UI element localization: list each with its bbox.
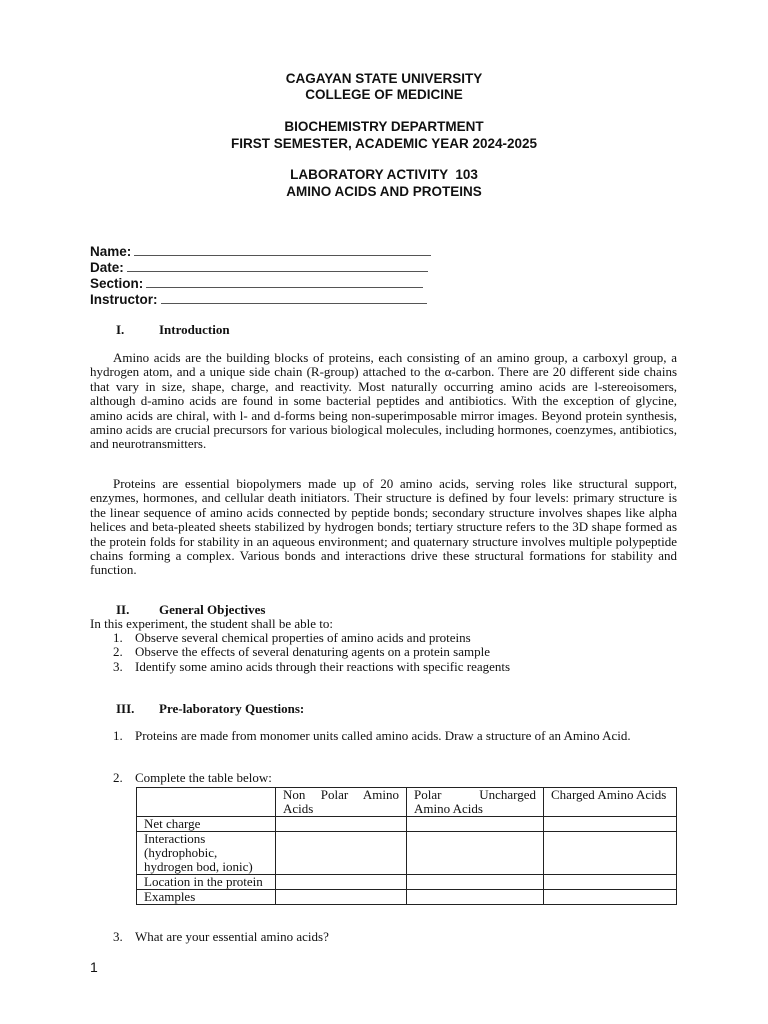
objectives-lead: In this experiment, the student shall be able to: (90, 616, 333, 631)
question-3 (113, 930, 329, 944)
question-2 (113, 771, 272, 785)
question-1-text: Proteins are made from monomer units called amino acids. Draw a structure of an Amino Acid. (135, 728, 631, 743)
section-label: Section: (90, 276, 144, 291)
table-cell[interactable] (407, 817, 544, 832)
list-item: 3. Identify some amino acids through their reactions with specific reagents (113, 658, 511, 674)
table-cell[interactable] (276, 890, 407, 905)
question-3-number: 3. (113, 929, 123, 944)
objectives-list (113, 631, 683, 674)
university-name: CAGAYAN STATE UNIVERSITY (285, 71, 483, 86)
column-header-nonpolar: Non Polar Amino Acids (276, 788, 407, 817)
name-label: Name: (90, 244, 132, 259)
section-field[interactable] (90, 275, 423, 292)
question-2-text: Complete the table below: (135, 770, 272, 785)
question-2-number: 2. (113, 770, 123, 785)
date-label: Date: (90, 260, 124, 275)
question-3-text: What are your essential amino acids? (135, 929, 329, 944)
section-numeral-3: III. (116, 701, 135, 716)
section-heading-objectives: General Objectives (159, 602, 266, 617)
name-field[interactable] (90, 243, 431, 260)
list-item: 2. Observe the effects of several denaturing agents on a protein sample (113, 644, 490, 660)
department-name: BIOCHEMISTRY DEPARTMENT (284, 119, 484, 134)
intro-paragraph-1: Amino acids are the building blocks of proteins, each consisting of an amino group, a carboxyl group, a hydrogen atom, and a unique side chain (R-group) attached to the α-carbon. There are 20 different side chains that vary in size, shape, charge, and reactivity. Most naturally occurring amino acids are l-stereoisomers, although d-amino acids are found in some bacterial peptides and antibiotics. With the exception of glycine, amino acids are chiral, with l- and d-forms being non-superimposable mirror images. Beyond protein synthesis, amino acids are crucial precursors for various biological molecules, including hormones, coenzymes, antibiotics, and neurotransmitters. (90, 350, 677, 452)
instructor-field[interactable] (90, 291, 427, 308)
section-numeral-1: I. (116, 322, 125, 337)
row-header-net-charge: Net charge (137, 817, 276, 832)
question-1-number: 1. (113, 728, 123, 743)
list-item: 1. Observe several chemical properties of amino acids and proteins (113, 630, 471, 645)
section-heading-prelab: Pre-laboratory Questions: (159, 701, 305, 716)
column-header-charged: Charged Amino Acids (544, 788, 677, 817)
semester-line: FIRST SEMESTER, ACADEMIC YEAR 2024-2025 (230, 136, 538, 151)
amino-acid-table (136, 787, 677, 905)
table-cell[interactable] (544, 890, 677, 905)
table-cell[interactable] (544, 832, 677, 875)
activity-title: AMINO ACIDS AND PROTEINS (286, 184, 482, 199)
row-header-interactions: Interactions (hydrophobic, hydrogen bod, ionic) (137, 832, 276, 875)
instructor-label: Instructor: (90, 292, 158, 307)
page-number: 1 (90, 959, 98, 975)
activity-number: LABORATORY ACTIVITY 103 (290, 167, 478, 182)
table-cell[interactable] (276, 875, 407, 890)
college-name: COLLEGE OF MEDICINE (305, 87, 463, 102)
row-header-examples: Examples (137, 890, 276, 905)
table-corner-cell (137, 788, 276, 817)
section-line[interactable] (146, 275, 423, 288)
section-heading-introduction: Introduction (159, 322, 230, 337)
intro-paragraph-2: Proteins are essential biopolymers made up of 20 amino acids, serving roles like structural support, enzymes, hormones, and cellular death initiators. Their structure is defined by four levels: primary structure is the linear sequence of amino acids connected by peptide bonds; secondary structure involves shapes like alpha helices and beta-pleated sheets stabilized by hydrogen bonds; tertiary structure refers to the 3D shape formed as the protein folds for stability in an aqueous environment; and quaternary structure involves multiple polypeptide chains forming a complex. Various bonds and interactions drive these structural formations for stability and function. (90, 476, 677, 578)
question-1 (113, 729, 677, 743)
instructor-line[interactable] (161, 291, 427, 304)
table-cell[interactable] (544, 875, 677, 890)
table-cell[interactable] (407, 832, 544, 875)
table-cell[interactable] (276, 832, 407, 875)
name-line[interactable] (134, 243, 431, 256)
column-header-polar-uncharged: Polar Uncharged Amino Acids (407, 788, 544, 817)
date-field[interactable] (90, 259, 428, 276)
table-cell[interactable] (407, 875, 544, 890)
table-cell[interactable] (276, 817, 407, 832)
row-header-location: Location in the protein (137, 875, 276, 890)
table-cell[interactable] (407, 890, 544, 905)
table-cell[interactable] (544, 817, 677, 832)
date-line[interactable] (127, 259, 428, 272)
section-numeral-2: II. (116, 602, 130, 617)
